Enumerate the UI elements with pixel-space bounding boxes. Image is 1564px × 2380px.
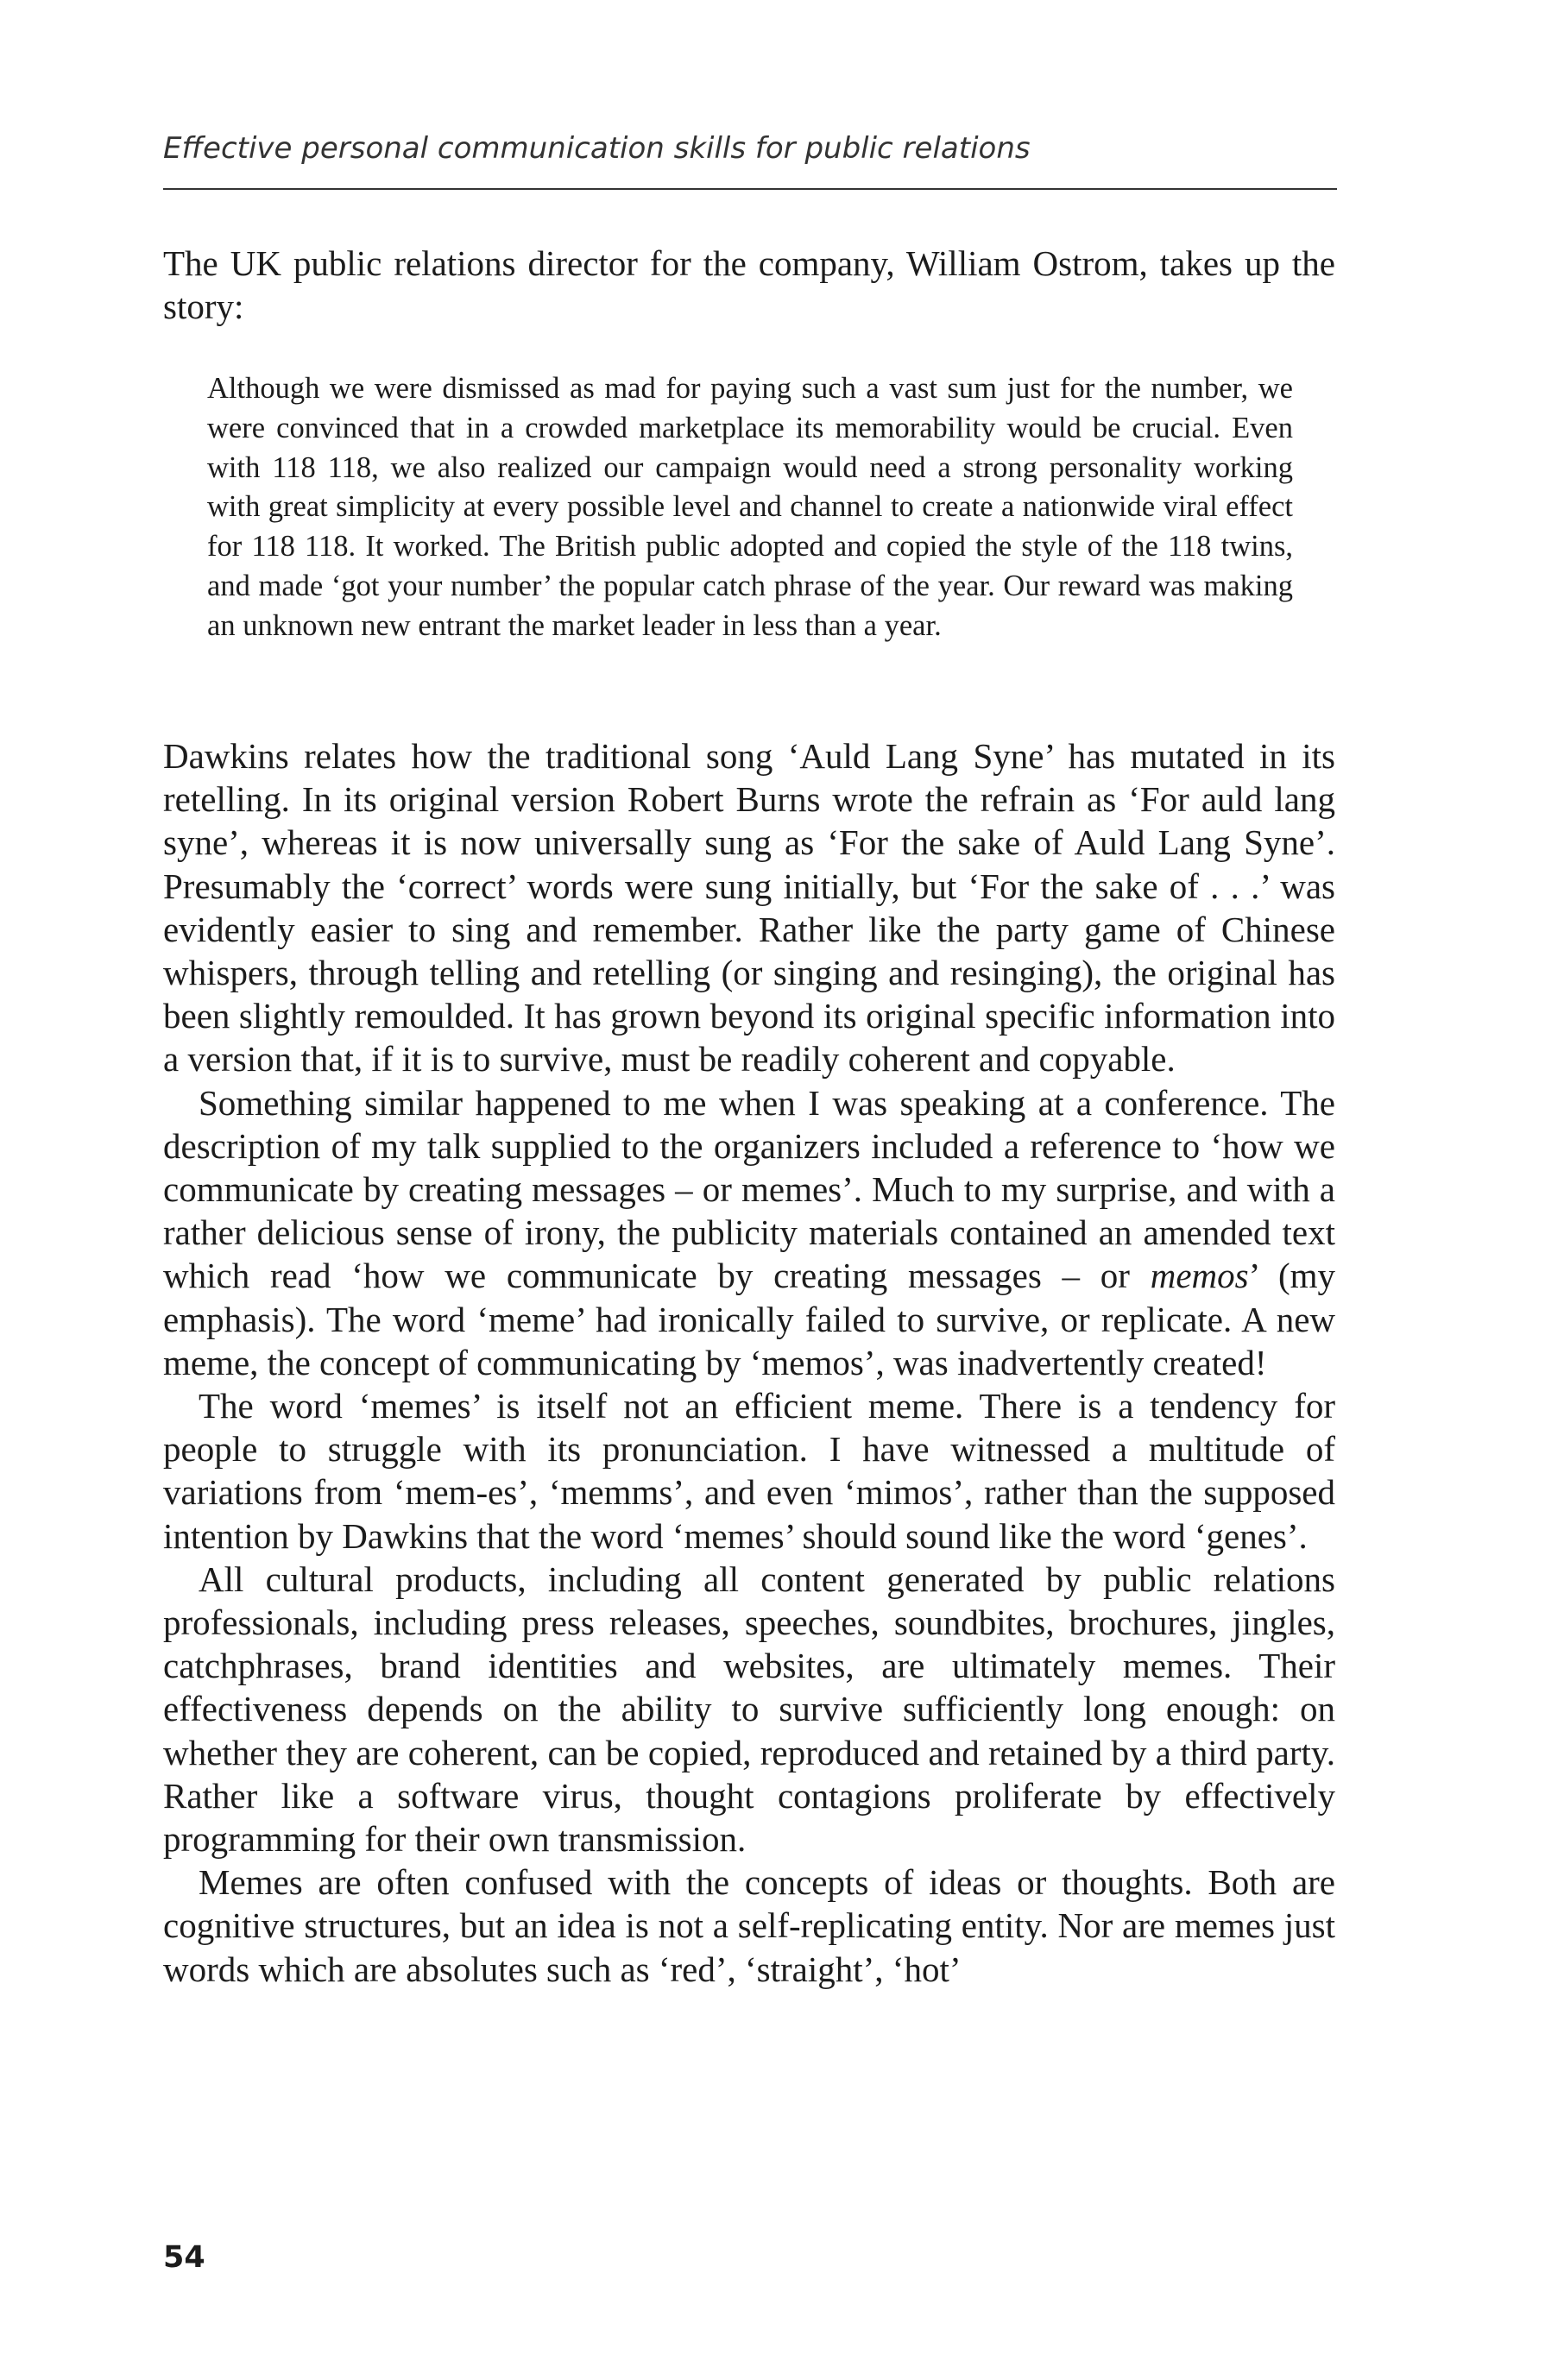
- header-rule: [163, 188, 1337, 190]
- intro-paragraph: The UK public relations director for the company, William Ostrom, takes up the story:: [163, 243, 1335, 327]
- paragraph-ideas-thoughts: Memes are often confused with the concepts of ideas or thoughts. Both are cognitive structures, but an idea is not a self-replicating entity. Nor are memes just words which are absolutes such as ‘red’, ‘straight’, ‘hot’: [163, 1862, 1335, 1989]
- block-quote: Although we were dismissed as mad for paying such a vast sum just for the number, we were convinced that in a crowded marketplace its memorability would be crucial. Even with 118 118, we also realized our campaign would need a strong personality working with great simplicity at every possible level and channel to create a nationwide viral effect for 118 118. It worked. The British public adopted and copied the style of the 118 twins, and made ‘got your number’ the popular catch phrase of the year. Our reward was making an unknown new entrant the market leader in less than a year.: [207, 372, 1293, 642]
- running-head: Effective personal communication skills for public relations: [163, 131, 1031, 166]
- paragraph-conference: Something similar happened to me when I was speaking at a conference. The description of my talk supplied to the organizers included a reference to ‘how we communicate by creating messages – or memes’. Much to my surprise, and with a rather delicious sense of irony, the publicity materials contained an amended text which read ‘how we communicate by creating messages – or memos’ (my emphasis). The word ‘meme’ had ironically failed to survive, or replicate. A new meme, the concept of communicating by ‘memos’, was inadvertently created!: [163, 1082, 1335, 1382]
- page-number: 54: [163, 2240, 205, 2275]
- main-text: [163, 734, 1335, 1991]
- emphasis-memos: memos: [1150, 1256, 1249, 1296]
- paragraph-auld-lang-syne: Dawkins relates how the traditional song ‘Auld Lang Syne’ has mutated in its retelling. In its original version Robert Burns wrote the refrain as ‘For auld lang syne’, whereas it is now universally sung as ‘For the sake of Auld Lang Syne’. Presumably the ‘correct’ words were sung initially, but ‘For the sake of . . .’ was evidently easier to sing and remember. Rather like the party game of Chinese whispers, through telling and retelling (or singing and resinging), the original has been slightly remoulded. It has grown beyond its original specific information into a version that, if it is to survive, must be readily coherent and copyable.: [163, 736, 1335, 1080]
- paragraph-pronunciation: The word ‘memes’ is itself not an efficient meme. There is a tendency for people to struggle with its pronunciation. I have witnessed a multitude of variations from ‘mem-es’, ‘memms’, and even ‘mimos’, rather than the supposed intention by Dawkins that the word ‘memes’ should sound like the word ‘genes’.: [163, 1386, 1335, 1556]
- paragraph-cultural-products: All cultural products, including all content generated by public relations professionals, including press releases, speeches, soundbites, brochures, jingles, catchphrases, brand identities and websites, are ultimately memes. Their effectiveness depends on the ability to survive sufficiently long enough: on whether they are coherent, can be copied, reproduced and retained by a third party. Rather like a software virus, thought contagions proliferate by effectively programming for their own transmission.: [163, 1558, 1335, 1860]
